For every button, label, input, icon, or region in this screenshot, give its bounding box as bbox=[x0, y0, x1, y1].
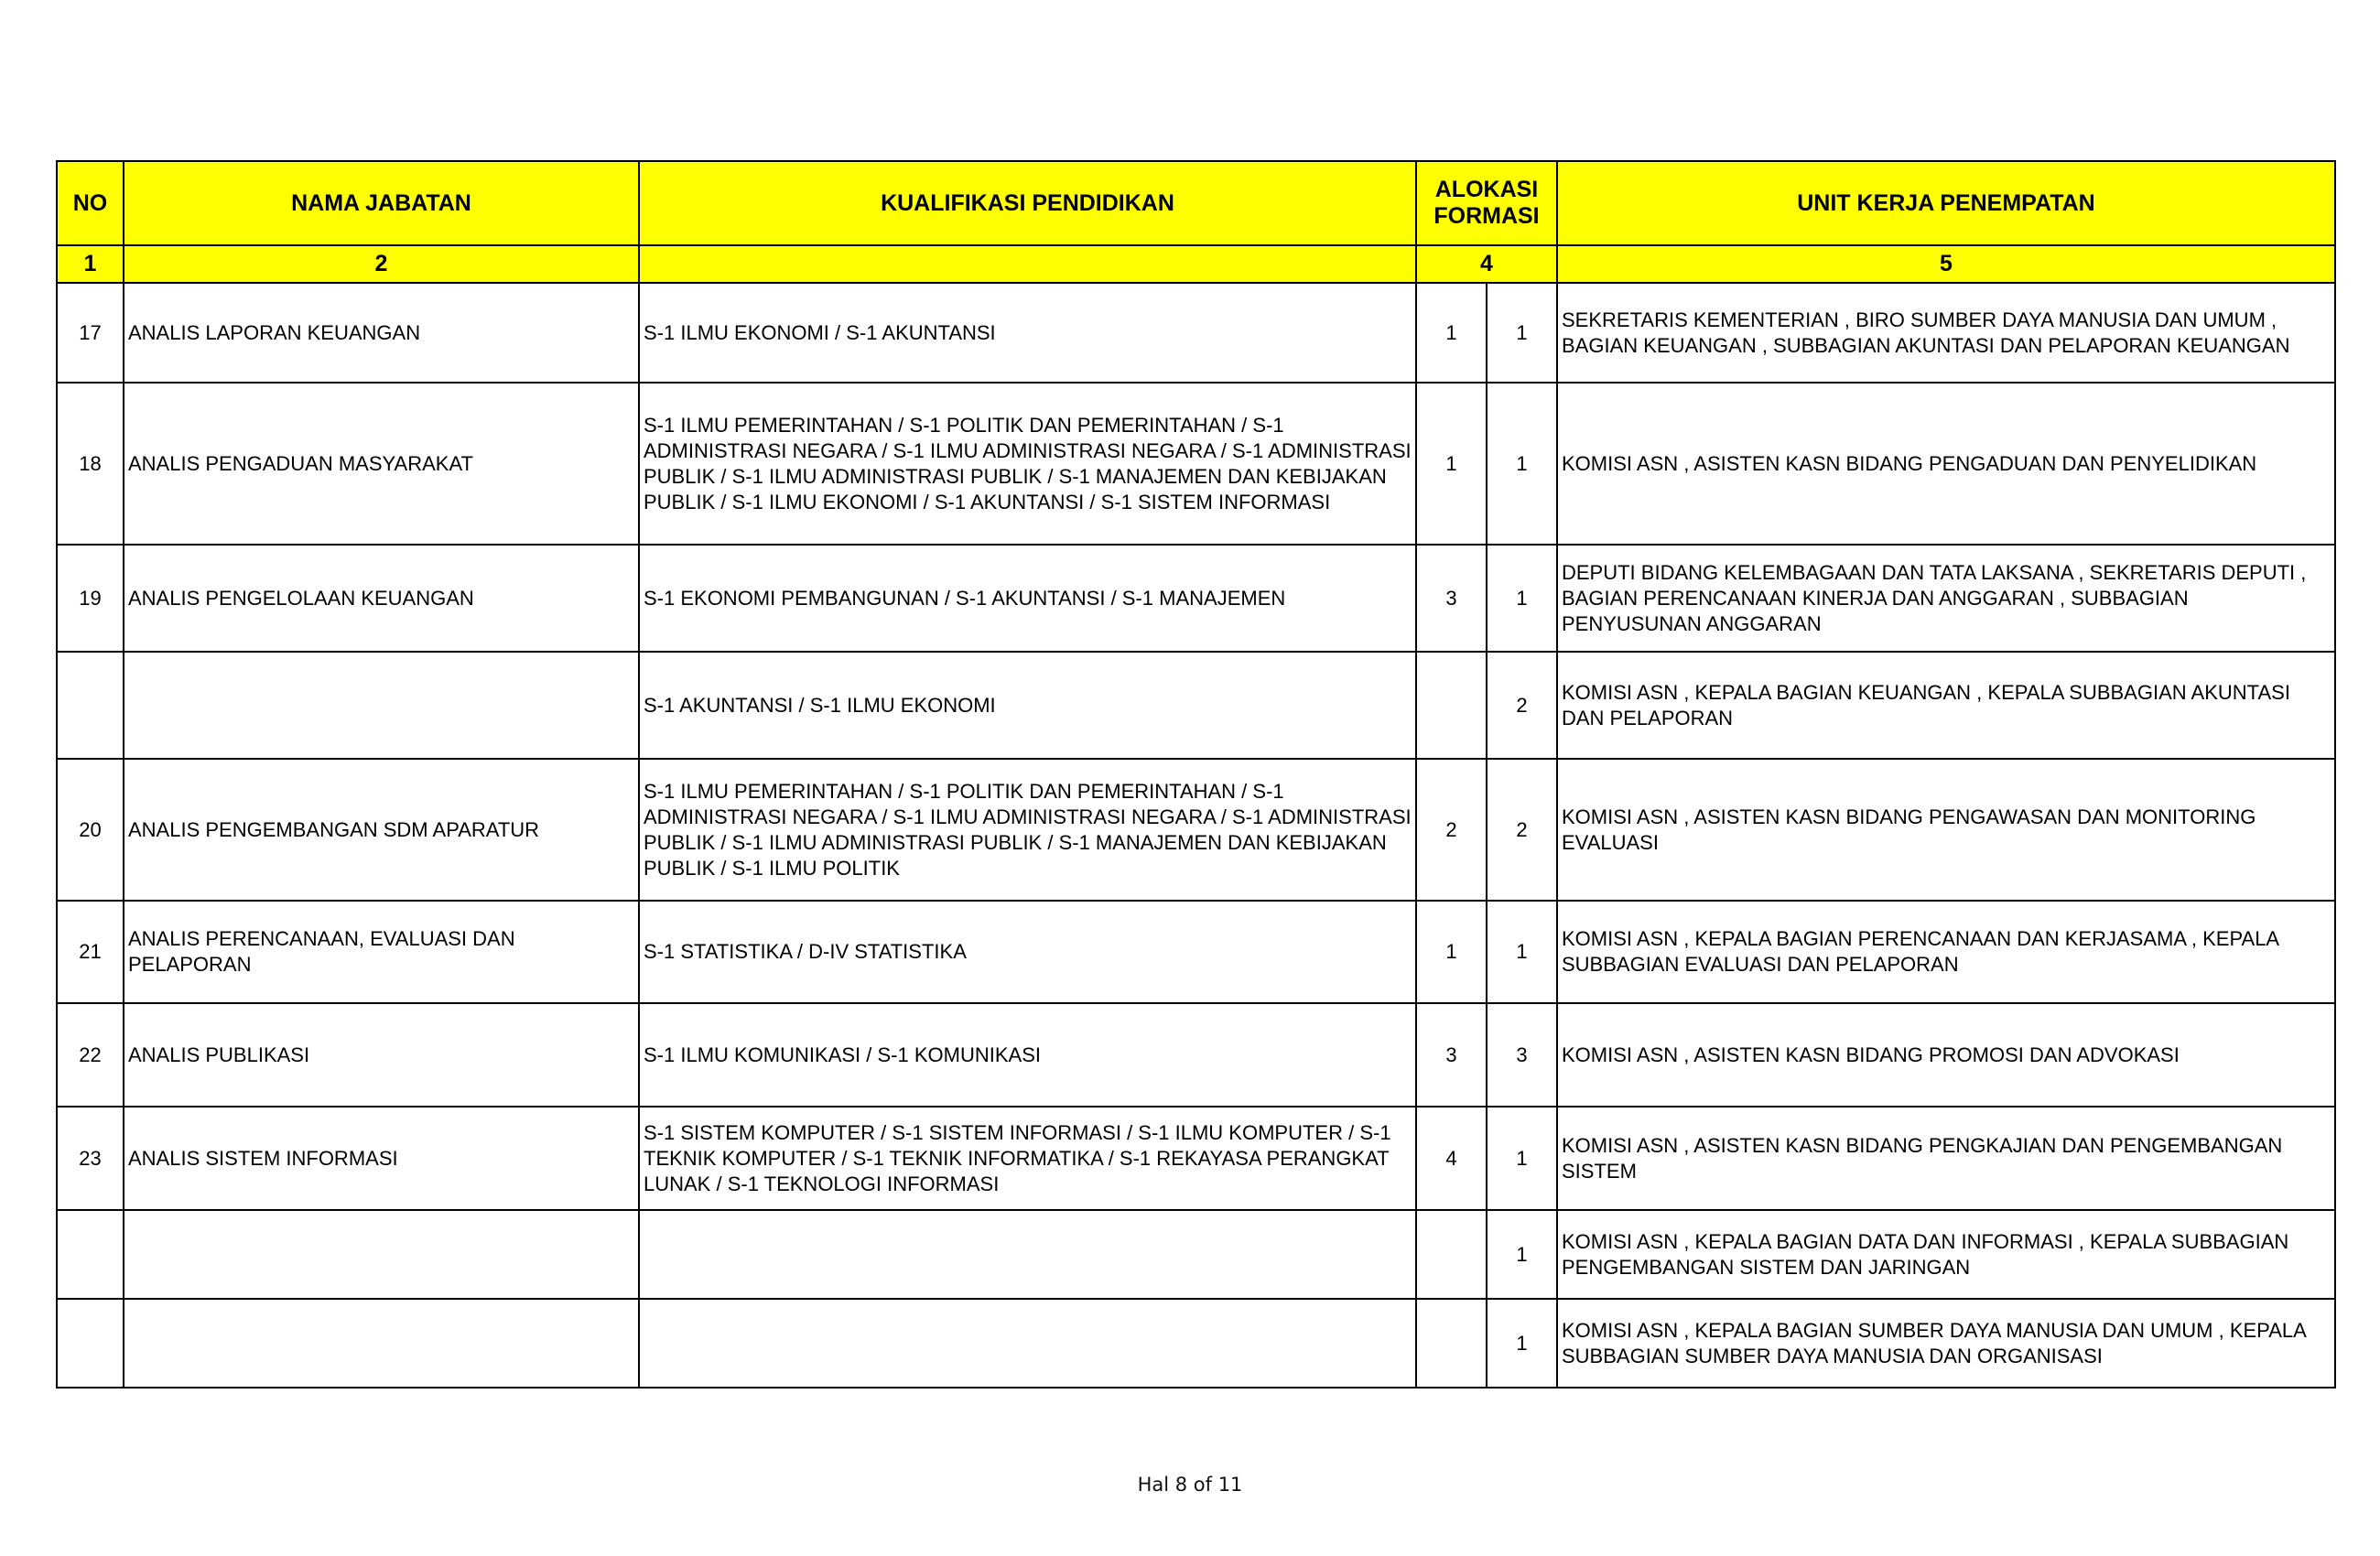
table-row bbox=[57, 545, 2335, 652]
cell-no: 19 bbox=[57, 545, 124, 652]
cell-nama-jabatan: ANALIS PENGELOLAAN KEUANGAN bbox=[124, 545, 639, 652]
cell-alokasi-total bbox=[1416, 1299, 1487, 1388]
table-header-row bbox=[57, 161, 2335, 245]
table-row bbox=[57, 283, 2335, 383]
cell-nama-jabatan bbox=[124, 1299, 639, 1388]
cell-alokasi-unit: 1 bbox=[1487, 901, 1557, 1003]
formasi-sheet bbox=[56, 160, 2336, 1389]
cell-alokasi-total: 1 bbox=[1416, 383, 1487, 545]
cell-unit-kerja: KOMISI ASN , KEPALA BAGIAN DATA DAN INFORMASI , KEPALA SUBBAGIAN PENGEMBANGAN SISTEM DAN JARINGAN bbox=[1557, 1210, 2335, 1299]
cell-unit-kerja: KOMISI ASN , ASISTEN KASN BIDANG PENGADUAN DAN PENYELIDIKAN bbox=[1557, 383, 2335, 545]
cell-alokasi-total: 2 bbox=[1416, 759, 1487, 901]
table-row bbox=[57, 1003, 2335, 1107]
cell-kualifikasi: S-1 AKUNTANSI / S-1 ILMU EKONOMI bbox=[639, 652, 1416, 759]
table-row bbox=[57, 652, 2335, 759]
cell-alokasi-total bbox=[1416, 1210, 1487, 1299]
cell-no: 21 bbox=[57, 901, 124, 1003]
page-number-footer: Hal 8 of 11 bbox=[1137, 1474, 1243, 1496]
cell-alokasi-unit: 1 bbox=[1487, 1299, 1557, 1388]
cell-kualifikasi: S-1 ILMU PEMERINTAHAN / S-1 POLITIK DAN PEMERINTAHAN / S-1 ADMINISTRASI NEGARA / S-1 ILMU ADMINISTRASI NEGARA / S-1 ADMINISTRASI PUBLIK / S-1 ILMU ADMINISTRASI PUBLIK / S-1 MANAJEMEN DAN KEBIJAKAN PUBLIK / S-1 ILMU POLITIK bbox=[639, 759, 1416, 901]
cell-unit-kerja: KOMISI ASN , KEPALA BAGIAN PERENCANAAN DAN KERJASAMA , KEPALA SUBBAGIAN EVALUASI DAN PELAPORAN bbox=[1557, 901, 2335, 1003]
header-kualifikasi-pendidikan: KUALIFIKASI PENDIDIKAN bbox=[639, 161, 1416, 245]
cell-no bbox=[57, 1299, 124, 1388]
cell-nama-jabatan: ANALIS PENGEMBANGAN SDM APARATUR bbox=[124, 759, 639, 901]
column-number-unit: 5 bbox=[1557, 245, 2335, 283]
table-row bbox=[57, 1299, 2335, 1388]
cell-alokasi-unit: 1 bbox=[1487, 545, 1557, 652]
cell-kualifikasi: S-1 EKONOMI PEMBANGUNAN / S-1 AKUNTANSI / S-1 MANAJEMEN bbox=[639, 545, 1416, 652]
column-number-row bbox=[57, 245, 2335, 283]
formasi-table bbox=[56, 160, 2336, 1389]
header-no: NO bbox=[57, 161, 124, 245]
table-row bbox=[57, 383, 2335, 545]
cell-no bbox=[57, 652, 124, 759]
cell-nama-jabatan bbox=[124, 652, 639, 759]
cell-alokasi-unit: 1 bbox=[1487, 1107, 1557, 1210]
cell-alokasi-total: 4 bbox=[1416, 1107, 1487, 1210]
table-row bbox=[57, 901, 2335, 1003]
cell-alokasi-unit: 1 bbox=[1487, 383, 1557, 545]
cell-alokasi-unit: 1 bbox=[1487, 283, 1557, 383]
cell-unit-kerja: DEPUTI BIDANG KELEMBAGAAN DAN TATA LAKSANA , SEKRETARIS DEPUTI , BAGIAN PERENCANAAN KINERJA DAN ANGGARAN , SUBBAGIAN PENYUSUNAN ANGGARAN bbox=[1557, 545, 2335, 652]
cell-nama-jabatan: ANALIS PENGADUAN MASYARAKAT bbox=[124, 383, 639, 545]
header-unit-kerja-penempatan: UNIT KERJA PENEMPATAN bbox=[1557, 161, 2335, 245]
cell-alokasi-total: 3 bbox=[1416, 545, 1487, 652]
cell-nama-jabatan bbox=[124, 1210, 639, 1299]
cell-unit-kerja: KOMISI ASN , ASISTEN KASN BIDANG PROMOSI DAN ADVOKASI bbox=[1557, 1003, 2335, 1107]
cell-kualifikasi: S-1 SISTEM KOMPUTER / S-1 SISTEM INFORMASI / S-1 ILMU KOMPUTER / S-1 TEKNIK KOMPUTER / S-1 TEKNIK INFORMATIKA / S-1 REKAYASA PERANGKAT LUNAK / S-1 TEKNOLOGI INFORMASI bbox=[639, 1107, 1416, 1210]
cell-unit-kerja: SEKRETARIS KEMENTERIAN , BIRO SUMBER DAYA MANUSIA DAN UMUM , BAGIAN KEUANGAN , SUBBAGIAN AKUNTASI DAN PELAPORAN KEUANGAN bbox=[1557, 283, 2335, 383]
cell-unit-kerja: KOMISI ASN , ASISTEN KASN BIDANG PENGKAJIAN DAN PENGEMBANGAN SISTEM bbox=[1557, 1107, 2335, 1210]
column-number-alokasi: 4 bbox=[1416, 245, 1557, 283]
cell-no: 23 bbox=[57, 1107, 124, 1210]
cell-no: 17 bbox=[57, 283, 124, 383]
cell-nama-jabatan: ANALIS PUBLIKASI bbox=[124, 1003, 639, 1107]
cell-no: 18 bbox=[57, 383, 124, 545]
cell-nama-jabatan: ANALIS SISTEM INFORMASI bbox=[124, 1107, 639, 1210]
header-alokasi-formasi: ALOKASI FORMASI bbox=[1416, 161, 1557, 245]
cell-kualifikasi: S-1 ILMU EKONOMI / S-1 AKUNTANSI bbox=[639, 283, 1416, 383]
cell-alokasi-total: 3 bbox=[1416, 1003, 1487, 1107]
header-nama-jabatan: NAMA JABATAN bbox=[124, 161, 639, 245]
cell-alokasi-unit: 3 bbox=[1487, 1003, 1557, 1107]
table-row bbox=[57, 1107, 2335, 1210]
cell-nama-jabatan: ANALIS LAPORAN KEUANGAN bbox=[124, 283, 639, 383]
cell-alokasi-total: 1 bbox=[1416, 283, 1487, 383]
cell-kualifikasi bbox=[639, 1299, 1416, 1388]
cell-kualifikasi bbox=[639, 1210, 1416, 1299]
cell-kualifikasi: S-1 ILMU KOMUNIKASI / S-1 KOMUNIKASI bbox=[639, 1003, 1416, 1107]
cell-unit-kerja: KOMISI ASN , KEPALA BAGIAN KEUANGAN , KEPALA SUBBAGIAN AKUNTASI DAN PELAPORAN bbox=[1557, 652, 2335, 759]
table-row bbox=[57, 1210, 2335, 1299]
cell-nama-jabatan: ANALIS PERENCANAAN, EVALUASI DAN PELAPORAN bbox=[124, 901, 639, 1003]
cell-no: 20 bbox=[57, 759, 124, 901]
cell-alokasi-unit: 1 bbox=[1487, 1210, 1557, 1299]
cell-alokasi-unit: 2 bbox=[1487, 759, 1557, 901]
column-number-nama-jabatan: 2 bbox=[124, 245, 639, 283]
cell-alokasi-total bbox=[1416, 652, 1487, 759]
cell-no bbox=[57, 1210, 124, 1299]
cell-kualifikasi: S-1 ILMU PEMERINTAHAN / S-1 POLITIK DAN PEMERINTAHAN / S-1 ADMINISTRASI NEGARA / S-1 ILMU ADMINISTRASI NEGARA / S-1 ADMINISTRASI PUBLIK / S-1 ILMU ADMINISTRASI PUBLIK / S-1 MANAJEMEN DAN KEBIJAKAN PUBLIK / S-1 ILMU EKONOMI / S-1 AKUNTANSI / S-1 SISTEM INFORMASI bbox=[639, 383, 1416, 545]
cell-kualifikasi: S-1 STATISTIKA / D-IV STATISTIKA bbox=[639, 901, 1416, 1003]
column-number-no: 1 bbox=[57, 245, 124, 283]
table-row bbox=[57, 759, 2335, 901]
cell-unit-kerja: KOMISI ASN , ASISTEN KASN BIDANG PENGAWASAN DAN MONITORING EVALUASI bbox=[1557, 759, 2335, 901]
cell-unit-kerja: KOMISI ASN , KEPALA BAGIAN SUMBER DAYA MANUSIA DAN UMUM , KEPALA SUBBAGIAN SUMBER DAYA MANUSIA DAN ORGANISASI bbox=[1557, 1299, 2335, 1388]
cell-no: 22 bbox=[57, 1003, 124, 1107]
column-number-kualifikasi bbox=[639, 245, 1416, 283]
cell-alokasi-unit: 2 bbox=[1487, 652, 1557, 759]
cell-alokasi-total: 1 bbox=[1416, 901, 1487, 1003]
